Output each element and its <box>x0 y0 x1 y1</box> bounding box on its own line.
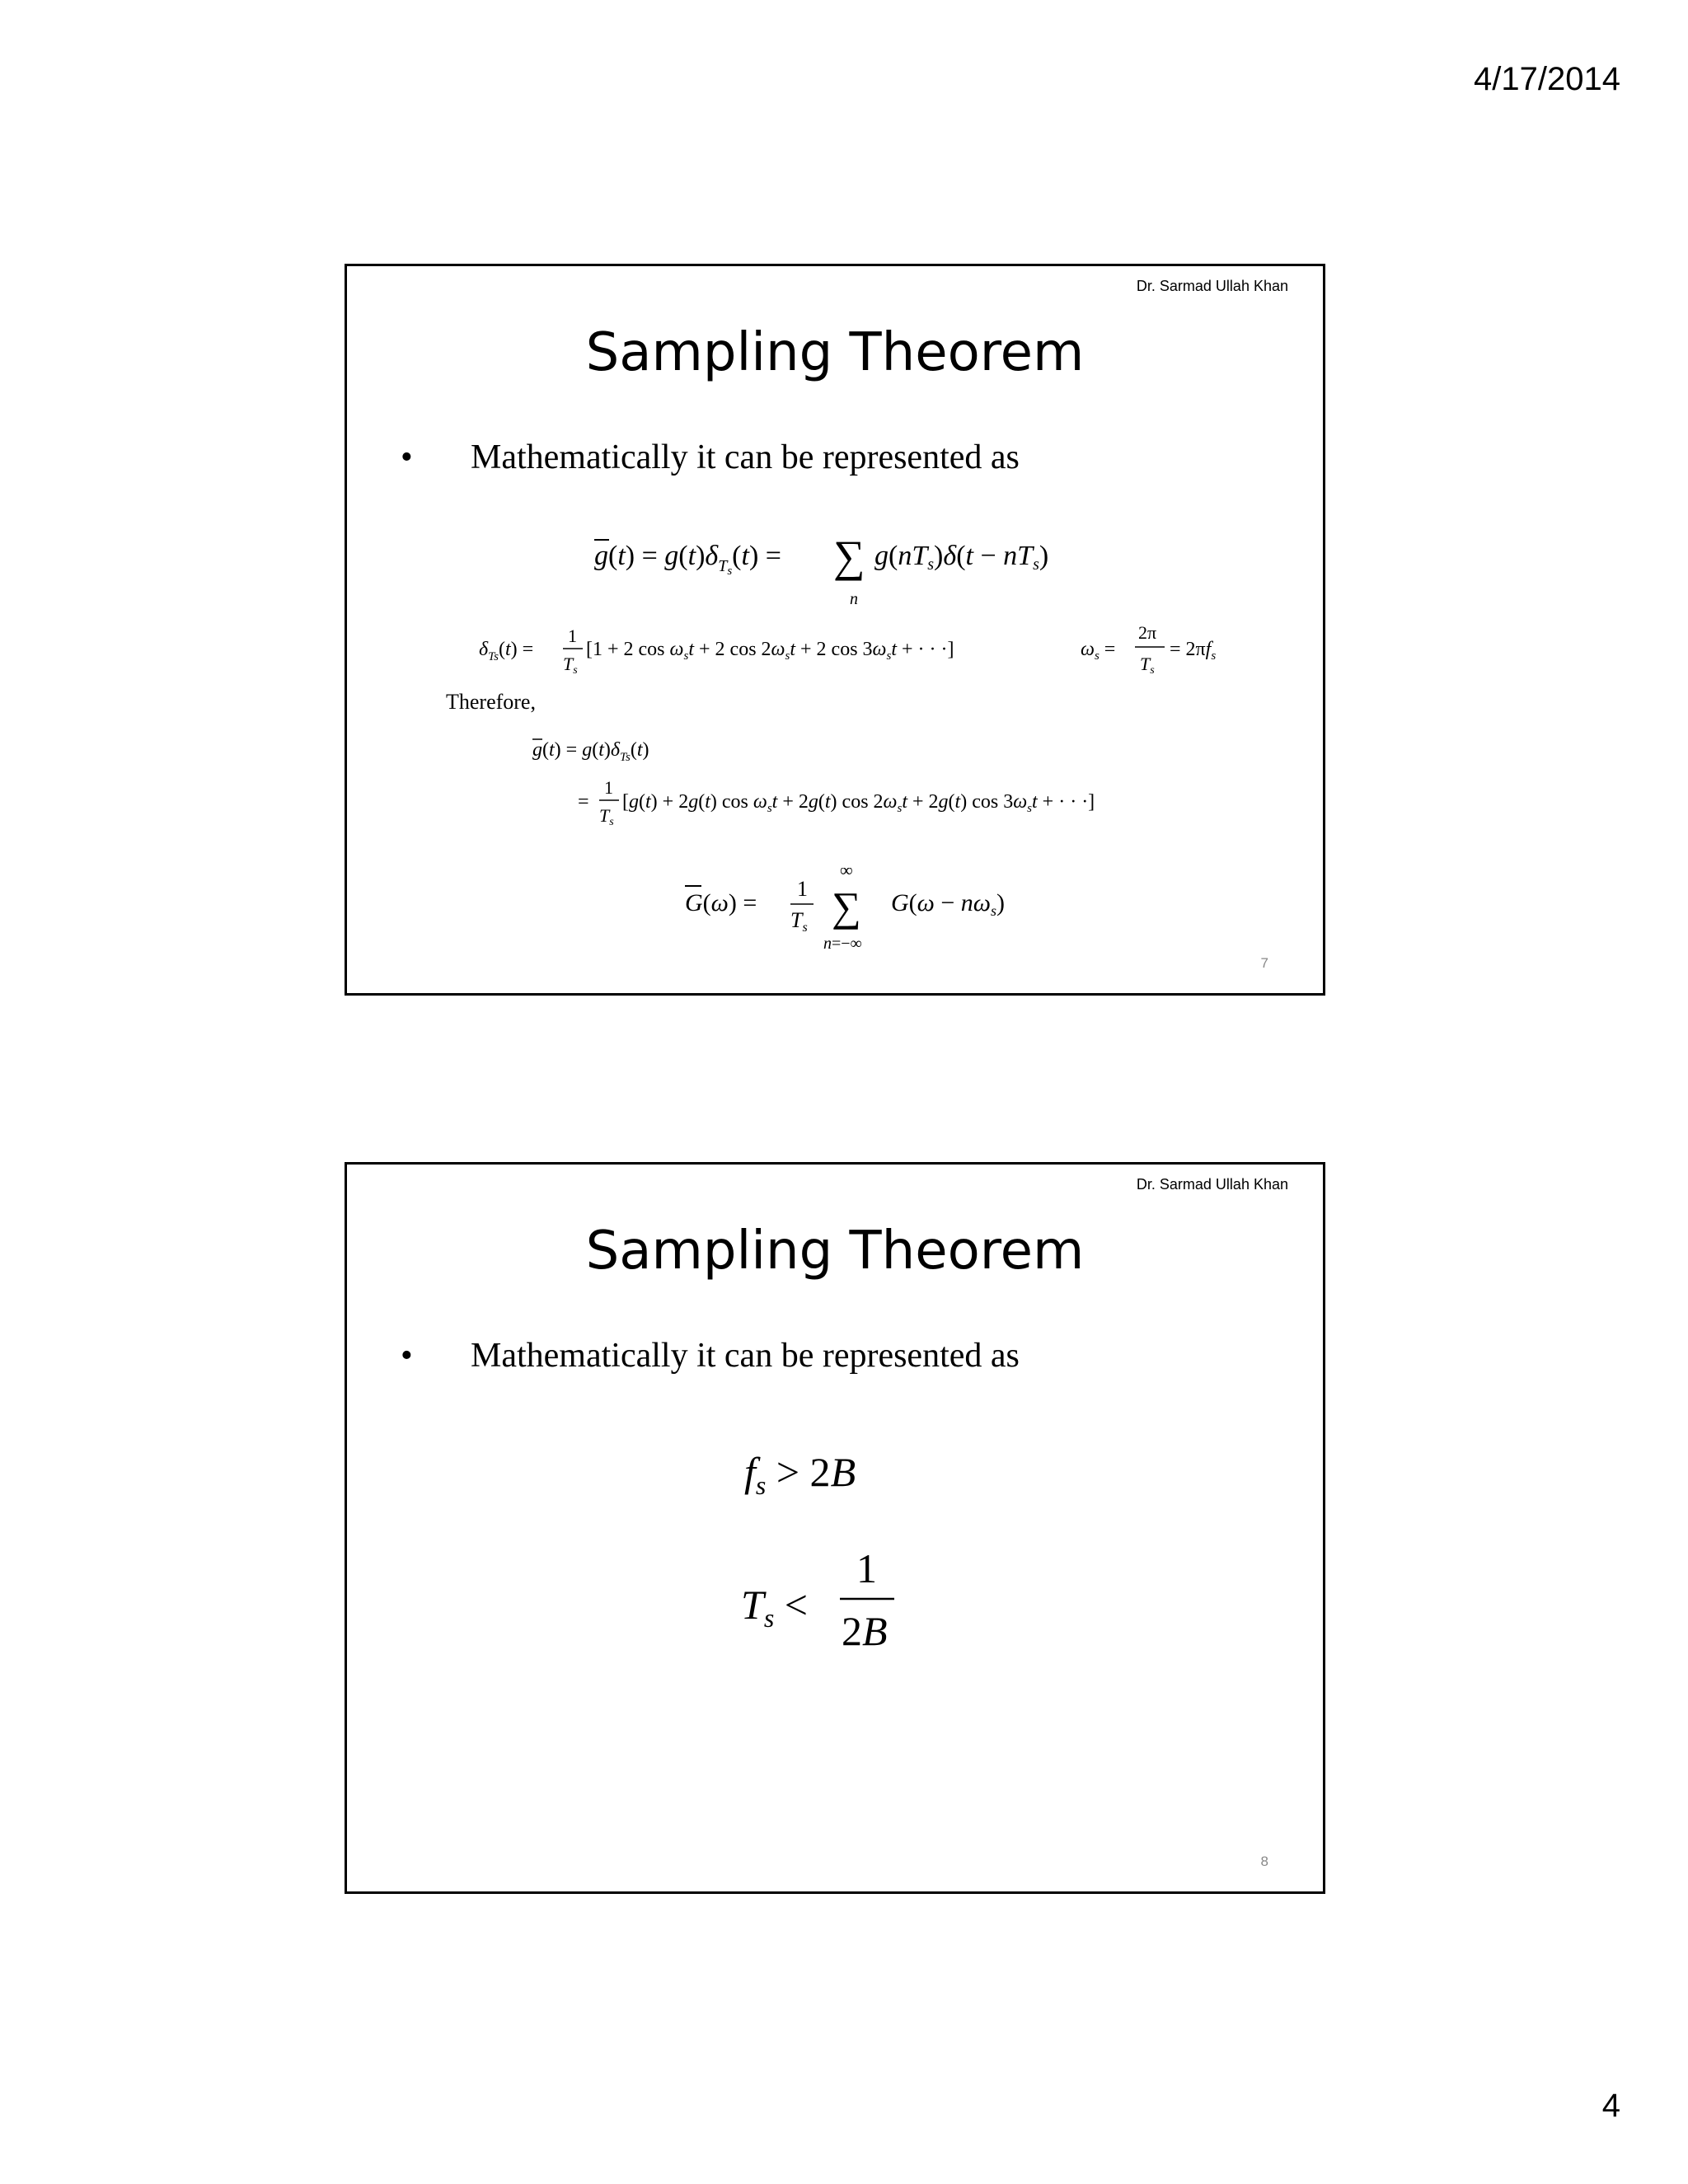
svg-text:Ts: Ts <box>1140 654 1155 677</box>
svg-text:g(nTs)δ(t − nTs): g(nTs)δ(t − nTs) <box>874 541 1049 574</box>
page-number: 4 <box>1601 2088 1620 2124</box>
svg-text:δTs(t) =: $\delta_{Ts}(t)$ = <box>479 639 534 663</box>
svg-text:=: = <box>578 791 589 813</box>
svg-text:= 2πfs: = $2\pi f_s$ <box>1170 639 1217 663</box>
svg-text:Ts: Ts <box>599 805 614 828</box>
svg-text:∞: ∞ <box>840 868 853 880</box>
svg-text:n=−∞: n=−∞ <box>823 935 862 953</box>
slide-author: Dr. Sarmad Ullah Khan <box>1136 1176 1288 1193</box>
bullet-item <box>401 1336 1020 1376</box>
svg-text:g(t) = g(t)δTs(t) =: $g(t) = g(t)\delta_Ts(t)$ = <box>594 541 781 578</box>
svg-text:fs > 2B: $f_s > 2B$ <box>744 1449 856 1500</box>
svg-text:Ts: Ts <box>563 654 578 677</box>
slide-title: Sampling Theorem <box>585 322 1085 383</box>
svg-text:2B: 2B <box>842 1608 888 1654</box>
equation-nyquist-rate <box>347 1436 1323 1511</box>
svg-text:1: 1 <box>568 626 577 646</box>
svg-text:G(ω − nωs): $G(\omega - n\omega_s)$ <box>891 889 1005 919</box>
slide-number: 8 <box>1260 1854 1268 1869</box>
slide-title: Sampling Theorem <box>585 1221 1085 1282</box>
svg-text:Ts: Ts <box>790 908 808 935</box>
equation-spectrum <box>347 868 1323 958</box>
svg-text:[1 + 2 cos ωst + 2 cos 2ωst +: [1 + 2 $\cos \omega_st + 2$ $\cos 2\omega_st + 2$ $\cos 3\omega_st$ + · · ·] <box>586 639 954 663</box>
therefore-label: Therefore, <box>446 690 536 714</box>
svg-text:2π: 2π <box>1138 622 1157 643</box>
slide-author: Dr. Sarmad Ullah Khan <box>1136 278 1288 294</box>
bullet-dot: • <box>401 438 413 476</box>
svg-text:n: n <box>850 590 858 608</box>
equation-sampling-interval <box>347 1548 1323 1671</box>
svg-text:g(t) = g(t)δTs(t): $g(t) = g(t)\delta_{Ts}(t)$ <box>532 739 649 764</box>
svg-text:Ts <: $T_s$ < <box>741 1582 808 1633</box>
svg-text:G(ω) =: G(ω) = <box>685 889 757 916</box>
svg-text:1: 1 <box>604 777 613 798</box>
equation-sampled-signal <box>347 513 1323 612</box>
svg-text:1: 1 <box>856 1548 877 1591</box>
slide-7 <box>345 264 1325 996</box>
slide-8 <box>345 1162 1325 1894</box>
bullet-item <box>401 438 1020 477</box>
svg-text:[g(t) + 2g(t) cos ωst + 2g(t): [g(t) + 2g(t) $\cos \omega_st + 2g(t)$ $\cos 2\omega_st + 2g(t)$ $\cos 3\omega_st$ + · · ·] <box>622 791 1095 815</box>
bullet-text: Mathematically it can be represented as <box>471 1337 1020 1375</box>
svg-text:ωs =: $\omega_s$ = <box>1081 639 1116 663</box>
slide-number: 7 <box>1260 955 1268 971</box>
svg-text:∑: ∑ <box>833 532 865 581</box>
svg-text:∑: ∑ <box>832 883 861 930</box>
svg-text:1: 1 <box>797 877 808 901</box>
page-date: 4/17/2014 <box>1474 61 1620 97</box>
equation-impulse-train <box>347 612 1323 687</box>
bullet-text: Mathematically it can be represented as <box>471 438 1020 476</box>
equation-sampled-expansion <box>347 723 1323 846</box>
bullet-dot: • <box>401 1337 413 1375</box>
